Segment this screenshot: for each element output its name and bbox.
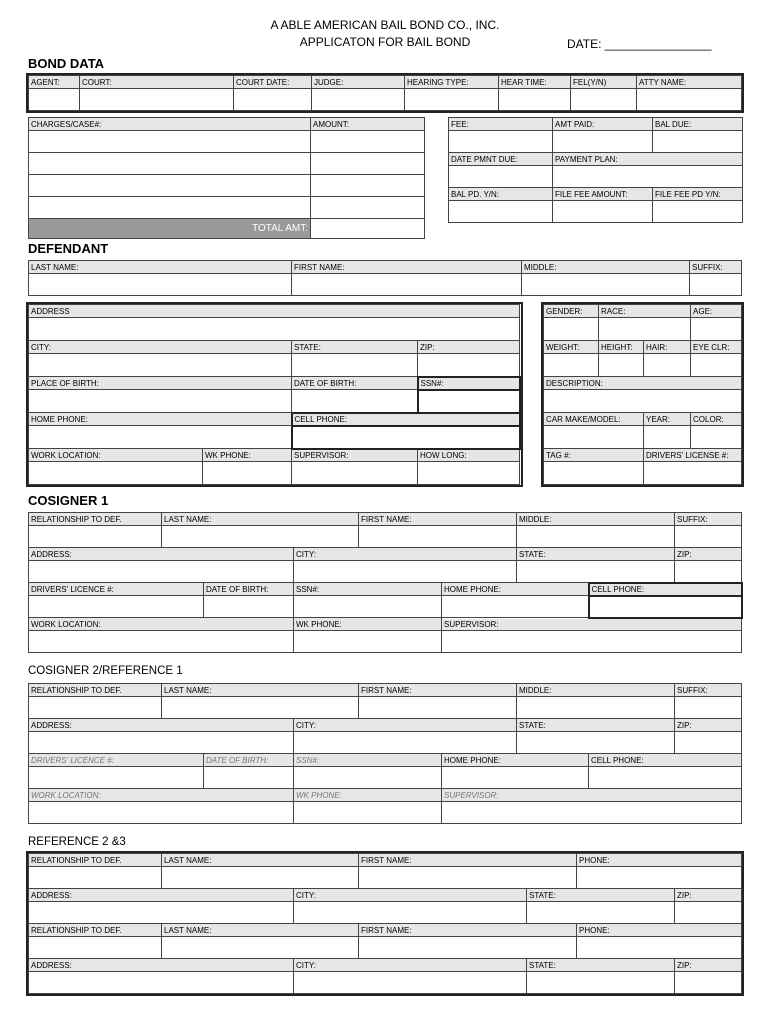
r2-relationship-input[interactable] (29, 867, 162, 889)
hear-time-input[interactable] (499, 89, 571, 111)
amount-input[interactable] (311, 153, 425, 175)
atty-name-input[interactable] (637, 89, 742, 111)
c2-last-name-label: LAST NAME: (162, 684, 359, 697)
r2-last-name-label: LAST NAME: (162, 854, 359, 867)
court-date-label: COURT DATE: (234, 76, 312, 89)
def-description-input[interactable] (544, 390, 742, 413)
section-reference23: REFERENCE 2 &3 (28, 836, 126, 848)
def-supervisor-label: SUPERVISOR: (292, 449, 418, 462)
c2-state-input[interactable] (517, 732, 675, 754)
r3-phone-label: PHONE: (577, 924, 742, 937)
def-suffix-label: SUFFIX: (690, 261, 742, 274)
c2-cell-phone-input[interactable] (589, 767, 742, 789)
def-color-input[interactable] (691, 426, 742, 449)
def-race-label: RACE: (599, 305, 691, 318)
c1-suffix-label: SUFFIX: (675, 513, 742, 526)
fee-table (448, 117, 743, 223)
file-fee-amount-input[interactable] (553, 201, 653, 223)
def-ssn-label: SSN#: (418, 377, 520, 390)
r2-phone-input[interactable] (577, 867, 742, 889)
hearing-type-input[interactable] (405, 89, 499, 111)
charge-input[interactable] (29, 131, 311, 153)
def-color-label: COLOR: (691, 413, 742, 426)
c2-middle-label: MIDDLE: (517, 684, 675, 697)
c2-wk-phone-input[interactable] (294, 802, 442, 824)
agent-label: AGENT: (29, 76, 80, 89)
amt-paid-input[interactable] (553, 131, 653, 153)
amt-paid-label: AMT PAID: (553, 118, 653, 131)
def-last-name-label: LAST NAME: (29, 261, 292, 274)
judge-input[interactable] (312, 89, 405, 111)
c2-supervisor-input[interactable] (442, 802, 742, 824)
judge-label: JUDGE: (312, 76, 405, 89)
def-eye-clr-label: EYE CLR: (691, 341, 742, 354)
r2-state-input[interactable] (527, 902, 675, 924)
c2-relationship-input[interactable] (29, 697, 162, 719)
def-age-input[interactable] (691, 318, 742, 341)
def-ssn-input[interactable] (418, 390, 520, 413)
r2-relationship-label: RELATIONSHIP TO DEF. (29, 854, 162, 867)
c1-middle-label: MIDDLE: (517, 513, 675, 526)
c2-wk-phone-label: WK PHONE: (294, 789, 442, 802)
r3-phone-input[interactable] (577, 937, 742, 959)
c2-suffix-input[interactable] (675, 697, 742, 719)
charge-input[interactable] (29, 175, 311, 197)
def-cell-phone-label: CELL PHONE: (292, 413, 520, 426)
def-hair-input[interactable] (644, 354, 691, 377)
bal-pd-label: BAL PD. Y/N: (449, 188, 553, 201)
section-cosigner1: COSIGNER 1 (28, 493, 109, 508)
def-car-make-input[interactable] (544, 426, 644, 449)
r2-zip-label: ZIP: (675, 889, 742, 902)
r3-relationship-label: RELATIONSHIP TO DEF. (29, 924, 162, 937)
r3-last-name-label: LAST NAME: (162, 924, 359, 937)
c1-relationship-input[interactable] (29, 526, 162, 548)
c2-home-phone-input[interactable] (442, 767, 589, 789)
def-height-input[interactable] (599, 354, 644, 377)
r3-city-input[interactable] (294, 972, 527, 994)
cosigner1-table (28, 512, 743, 653)
company-name: A ABLE AMERICAN BAIL BOND CO., INC. (270, 18, 500, 32)
bond-row-table (28, 75, 742, 111)
def-wk-phone-input[interactable] (203, 462, 292, 485)
c1-drivers-licence-input[interactable] (29, 596, 204, 618)
c1-state-input[interactable] (517, 561, 675, 583)
r3-state-input[interactable] (527, 972, 675, 994)
c1-cell-phone-label: CELL PHONE: (589, 583, 742, 596)
agent-input[interactable] (29, 89, 80, 111)
defendant-name-table (28, 260, 742, 296)
r3-relationship-input[interactable] (29, 937, 162, 959)
total-amt-label: TOTAL AMT: (29, 219, 311, 239)
def-gender-label: GENDER: (544, 305, 599, 318)
form-title: APPLICATON FOR BAIL BOND (299, 35, 471, 49)
payment-plan-label: PAYMENT PLAN: (553, 153, 743, 166)
c1-work-location-input[interactable] (29, 631, 294, 653)
file-fee-pd-label: FILE FEE PD Y/N: (653, 188, 743, 201)
def-first-name-label: FIRST NAME: (292, 261, 522, 274)
charges-table (28, 117, 425, 239)
r2-phone-label: PHONE: (577, 854, 742, 867)
def-home-phone-label: HOME PHONE: (29, 413, 292, 426)
c2-work-location-label: WORK LOCATION: (29, 789, 294, 802)
payment-plan-input[interactable] (553, 166, 743, 188)
fee-input[interactable] (449, 131, 553, 153)
c1-address-input[interactable] (29, 561, 294, 583)
c1-state-label: STATE: (517, 548, 675, 561)
c2-first-name-label: FIRST NAME: (359, 684, 517, 697)
r2-address-input[interactable] (29, 902, 294, 924)
r2-city-input[interactable] (294, 902, 527, 924)
bal-due-input[interactable] (653, 131, 743, 153)
court-date-input[interactable] (234, 89, 312, 111)
atty-name-label: ATTY NAME: (637, 76, 742, 89)
def-age-label: AGE: (691, 305, 742, 318)
def-home-phone-input[interactable] (29, 426, 292, 449)
c1-zip-label: ZIP: (675, 548, 742, 561)
def-place-of-birth-label: PLACE OF BIRTH: (29, 377, 292, 390)
c2-city-input[interactable] (294, 732, 517, 754)
def-place-of-birth-input[interactable] (29, 390, 292, 413)
c1-wk-phone-label: WK PHONE: (294, 618, 442, 631)
def-city-label: CITY: (29, 341, 292, 354)
c1-first-name-input[interactable] (359, 526, 517, 548)
hearing-type-label: HEARING TYPE: (405, 76, 499, 89)
c1-wk-phone-input[interactable] (294, 631, 442, 653)
def-state-input[interactable] (292, 354, 418, 377)
reference-table (28, 853, 742, 994)
def-city-input[interactable] (29, 354, 292, 377)
r3-zip-label: ZIP: (675, 959, 742, 972)
r2-city-label: CITY: (294, 889, 527, 902)
c2-supervisor-label: SUPERVISOR: (442, 789, 742, 802)
c2-last-name-input[interactable] (162, 697, 359, 719)
file-fee-pd-input[interactable] (653, 201, 743, 223)
def-suffix-input[interactable] (690, 274, 742, 296)
c2-work-location-input[interactable] (29, 802, 294, 824)
c2-suffix-label: SUFFIX: (675, 684, 742, 697)
r2-zip-input[interactable] (675, 902, 742, 924)
def-how-long-input[interactable] (418, 462, 520, 485)
c2-drivers-licence-input[interactable] (29, 767, 204, 789)
def-weight-input[interactable] (544, 354, 599, 377)
r2-last-name-input[interactable] (162, 867, 359, 889)
c1-dob-input[interactable] (204, 596, 294, 618)
def-gender-input[interactable] (544, 318, 599, 341)
c1-home-phone-input[interactable] (442, 596, 589, 618)
r3-address-input[interactable] (29, 972, 294, 994)
def-how-long-label: HOW LONG: (418, 449, 520, 462)
r3-first-name-label: FIRST NAME: (359, 924, 577, 937)
c2-drivers-licence-label: DRIVERS' LICENCE #: (29, 754, 204, 767)
c1-first-name-label: FIRST NAME: (359, 513, 517, 526)
fel-input[interactable] (571, 89, 637, 111)
c1-last-name-label: LAST NAME: (162, 513, 359, 526)
date-field[interactable]: DATE: ________________ (567, 37, 712, 51)
r2-address-label: ADDRESS: (29, 889, 294, 902)
date-pmnt-due-label: DATE PMNT DUE: (449, 153, 553, 166)
section-cosigner2: COSIGNER 2/REFERENCE 1 (28, 665, 183, 677)
def-work-location-label: WORK LOCATION: (29, 449, 203, 462)
def-address-input[interactable] (29, 318, 520, 341)
def-race-input[interactable] (599, 318, 691, 341)
charge-input[interactable] (29, 197, 311, 219)
r2-state-label: STATE: (527, 889, 675, 902)
cosigner2-table (28, 683, 742, 824)
amount-input[interactable] (311, 175, 425, 197)
c2-dob-label: DATE OF BIRTH: (204, 754, 294, 767)
def-tag-input[interactable] (544, 462, 644, 485)
c1-drivers-licence-label: DRIVERS' LICENCE #: (29, 583, 204, 596)
date-pmnt-due-input[interactable] (449, 166, 553, 188)
def-middle-label: MIDDLE: (522, 261, 690, 274)
def-zip-label: ZIP: (418, 341, 520, 354)
c1-ssn-label: SSN#: (294, 583, 442, 596)
amount-input[interactable] (311, 197, 425, 219)
defendant-info-table (28, 304, 521, 485)
c2-middle-input[interactable] (517, 697, 675, 719)
fee-label: FEE: (449, 118, 553, 131)
r3-last-name-input[interactable] (162, 937, 359, 959)
total-amt-input[interactable] (311, 219, 425, 239)
def-wk-phone-label: WK PHONE: (203, 449, 292, 462)
def-eye-clr-input[interactable] (691, 354, 742, 377)
charge-input[interactable] (29, 153, 311, 175)
c2-ssn-label: SSN#: (294, 754, 442, 767)
def-zip-input[interactable] (418, 354, 520, 377)
def-state-label: STATE: (292, 341, 418, 354)
bal-pd-input[interactable] (449, 201, 553, 223)
file-fee-amount-label: FILE FEE AMOUNT: (553, 188, 653, 201)
c2-state-label: STATE: (517, 719, 675, 732)
c1-address-label: ADDRESS: (29, 548, 294, 561)
def-dob-input[interactable] (292, 390, 418, 413)
hear-time-label: HEAR TIME: (499, 76, 571, 89)
def-address-label: ADDRESS (29, 305, 520, 318)
c2-cell-phone-label: CELL PHONE: (589, 754, 742, 767)
c1-suffix-input[interactable] (675, 526, 742, 548)
def-description-label: DESCRIPTION: (544, 377, 742, 390)
c1-ssn-input[interactable] (294, 596, 442, 618)
c1-relationship-label: RELATIONSHIP TO DEF. (29, 513, 162, 526)
def-middle-input[interactable] (522, 274, 690, 296)
def-dob-label: DATE OF BIRTH: (292, 377, 418, 390)
court-input[interactable] (80, 89, 234, 111)
r3-address-label: ADDRESS: (29, 959, 294, 972)
r3-city-label: CITY: (294, 959, 527, 972)
amount-input[interactable] (311, 131, 425, 153)
def-first-name-input[interactable] (292, 274, 522, 296)
def-height-label: HEIGHT: (599, 341, 644, 354)
section-bond-data: BOND DATA (28, 56, 105, 71)
def-hair-label: HAIR: (644, 341, 691, 354)
def-drivers-license-input[interactable] (644, 462, 742, 485)
def-car-make-label: CAR MAKE/MODEL: (544, 413, 644, 426)
charges-label: CHARGES/CASE#: (29, 118, 311, 131)
c1-zip-input[interactable] (675, 561, 742, 583)
section-defendant: DEFENDANT (28, 241, 109, 256)
def-last-name-input[interactable] (29, 274, 292, 296)
c2-city-label: CITY: (294, 719, 517, 732)
c2-relationship-label: RELATIONSHIP TO DEF. (29, 684, 162, 697)
c2-zip-input[interactable] (675, 732, 742, 754)
def-weight-label: WEIGHT: (544, 341, 599, 354)
c2-home-phone-label: HOME PHONE: (442, 754, 589, 767)
bal-due-label: BAL DUE: (653, 118, 743, 131)
c2-zip-label: ZIP: (675, 719, 742, 732)
defendant-physical-table (543, 304, 742, 485)
c2-address-input[interactable] (29, 732, 294, 754)
c1-work-location-label: WORK LOCATION: (29, 618, 294, 631)
def-year-input[interactable] (644, 426, 691, 449)
r2-first-name-input[interactable] (359, 867, 577, 889)
c1-cell-phone-input[interactable] (589, 596, 742, 618)
def-work-location-input[interactable] (29, 462, 203, 485)
c1-last-name-input[interactable] (162, 526, 359, 548)
r3-first-name-input[interactable] (359, 937, 577, 959)
r3-zip-input[interactable] (675, 972, 742, 994)
c1-city-input[interactable] (294, 561, 517, 583)
c1-home-phone-label: HOME PHONE: (442, 583, 589, 596)
c2-dob-input[interactable] (204, 767, 294, 789)
c2-ssn-input[interactable] (294, 767, 442, 789)
court-label: COURT: (80, 76, 234, 89)
c1-city-label: CITY: (294, 548, 517, 561)
r3-state-label: STATE: (527, 959, 675, 972)
fel-label: FEL(Y/N) (571, 76, 637, 89)
c1-dob-label: DATE OF BIRTH: (204, 583, 294, 596)
c1-supervisor-input[interactable] (442, 631, 742, 653)
def-supervisor-input[interactable] (292, 462, 418, 485)
amount-label: AMOUNT: (311, 118, 425, 131)
def-year-label: YEAR: (644, 413, 691, 426)
c2-first-name-input[interactable] (359, 697, 517, 719)
def-tag-label: TAG #: (544, 449, 644, 462)
r2-first-name-label: FIRST NAME: (359, 854, 577, 867)
c1-supervisor-label: SUPERVISOR: (442, 618, 742, 631)
c1-middle-input[interactable] (517, 526, 675, 548)
c2-address-label: ADDRESS: (29, 719, 294, 732)
def-cell-phone-input[interactable] (292, 426, 520, 449)
def-drivers-license-label: DRIVERS' LICENSE #: (644, 449, 742, 462)
